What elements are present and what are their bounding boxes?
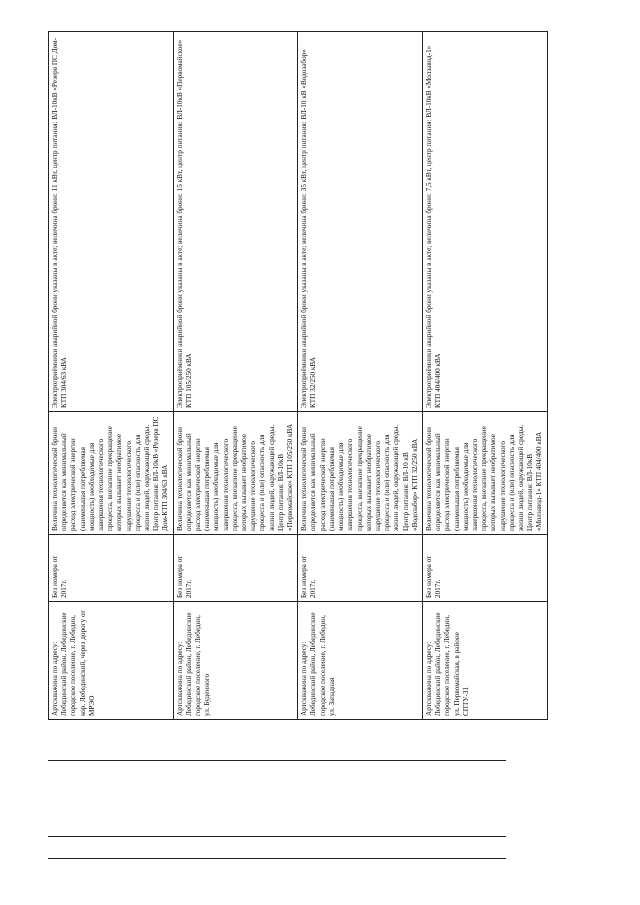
- address-cell: Артскважина по адресу: Лебединский район, Лебединские городское поселение, г. Лебедин, ул. Первомайская, в районе СПТУ-31: [422, 602, 547, 720]
- description-cell: Величина технологической брони определяется как минимальный расход электрической энергии (наименьшая потребляемая мощность) необходимые для завершения технологического процесса, внезапное прекращение которых вызывает необратимое нарушение технологического процесса и (или) опасность для жизни людей, окружающей среды. Центр питания: ВЛ-10кВ «Первомайское» КТП 105/250 кВА: [173, 412, 298, 535]
- number-cell: Без номера от 2017г.: [298, 535, 423, 602]
- rotated-table-container: [48, 38, 544, 720]
- description-cell: Величина технологической брони определяется как минимальный расход электрической энергии (наименьшая потребляемая мощность) необходимые для завершения технологического процесса, внезапное прекращение которых вызывает необратимое нарушение технологического процесса и (или) опасность для жизни людей, окружающей среды. Центр питания: ВЛ-10кВ «Резерв ПС Дом-КТП 304/63 кВА: [49, 412, 174, 535]
- bottom-rule-2: [48, 836, 506, 837]
- number-cell: Без номера от 2017г.: [173, 535, 298, 602]
- address-cell: Артскважина по адресу: Лебединский район, Лебединские городское поселение, г. Лебедин, ул. Западная: [298, 602, 423, 720]
- description-cell: Величина технологической брони определяется как минимальный расход электрической энергии (наименьшая потребляемая мощность) необходимые для завершения технологического процесса, внезапное прекращение которых вызывает необратимое нарушение технологического процесса и (или) опасность для жизни людей, окружающей среды. Центр питания: ВЛ-10кВ «Молзавод-1» КТП 404/400 кВА: [422, 412, 547, 535]
- emergency-cell: Электроприёмники аварийной брони указаны в акте; величина брони: 7,5 кВт, центр питания: ВЛ-10кВ «Молзавод-1» КТП 404/400 кВА: [422, 32, 547, 412]
- emergency-cell: Электроприёмники аварийной брони указаны в акте; величина брони: 11 кВт, центр питания: ВЛ-10кВ «Резерв ПС Дом-КТП 304/63 кВА: [49, 32, 174, 412]
- table-row: [298, 32, 423, 720]
- table-row: [422, 32, 547, 720]
- number-cell: Без номера от 2017г.: [49, 535, 174, 602]
- table-row: [49, 32, 174, 720]
- bottom-rule-3: [48, 858, 506, 859]
- description-cell: Величина технологической брони определяется как минимальный расход электрической энергии (наименьшая потребляемая мощность) необходимые для завершения технологического процесса, внезапное прекращение которых вызывает необратимое нарушение технологического процесса и (или) опасность для жизни людей, окружающей среды. Центр питания: ВЛ-10 кВ «Водозабор» КТП 32/250 кВА: [298, 412, 423, 535]
- reservation-table: [48, 31, 548, 720]
- bottom-rule-1: [48, 760, 506, 761]
- table-row: [173, 32, 298, 720]
- address-cell: Артскважина по адресу: Лебединский район, Лебединские городское поселение, г. Лебедин, ул. Буденного: [173, 602, 298, 720]
- address-cell: Артскважина по адресу: Лебединский район, Лебединские городское поселение, г. Лебедин, кор. Лебединский, через дорогу от МРЭО: [49, 602, 174, 720]
- number-cell: Без номера от 2017г.: [422, 535, 547, 602]
- emergency-cell: Электроприёмники аварийной брони указаны в акте; величина брони: 15 кВт, центр питания: ВЛ-10кВ «Первомайское» КТП 105/250 кВА: [173, 32, 298, 412]
- emergency-cell: Электроприёмники аварийной брони указаны в акте; величина брони: 35 кВт, центр питания: ВЛ-10 кВ «Водозабор» КТП 32/250 кВА: [298, 32, 423, 412]
